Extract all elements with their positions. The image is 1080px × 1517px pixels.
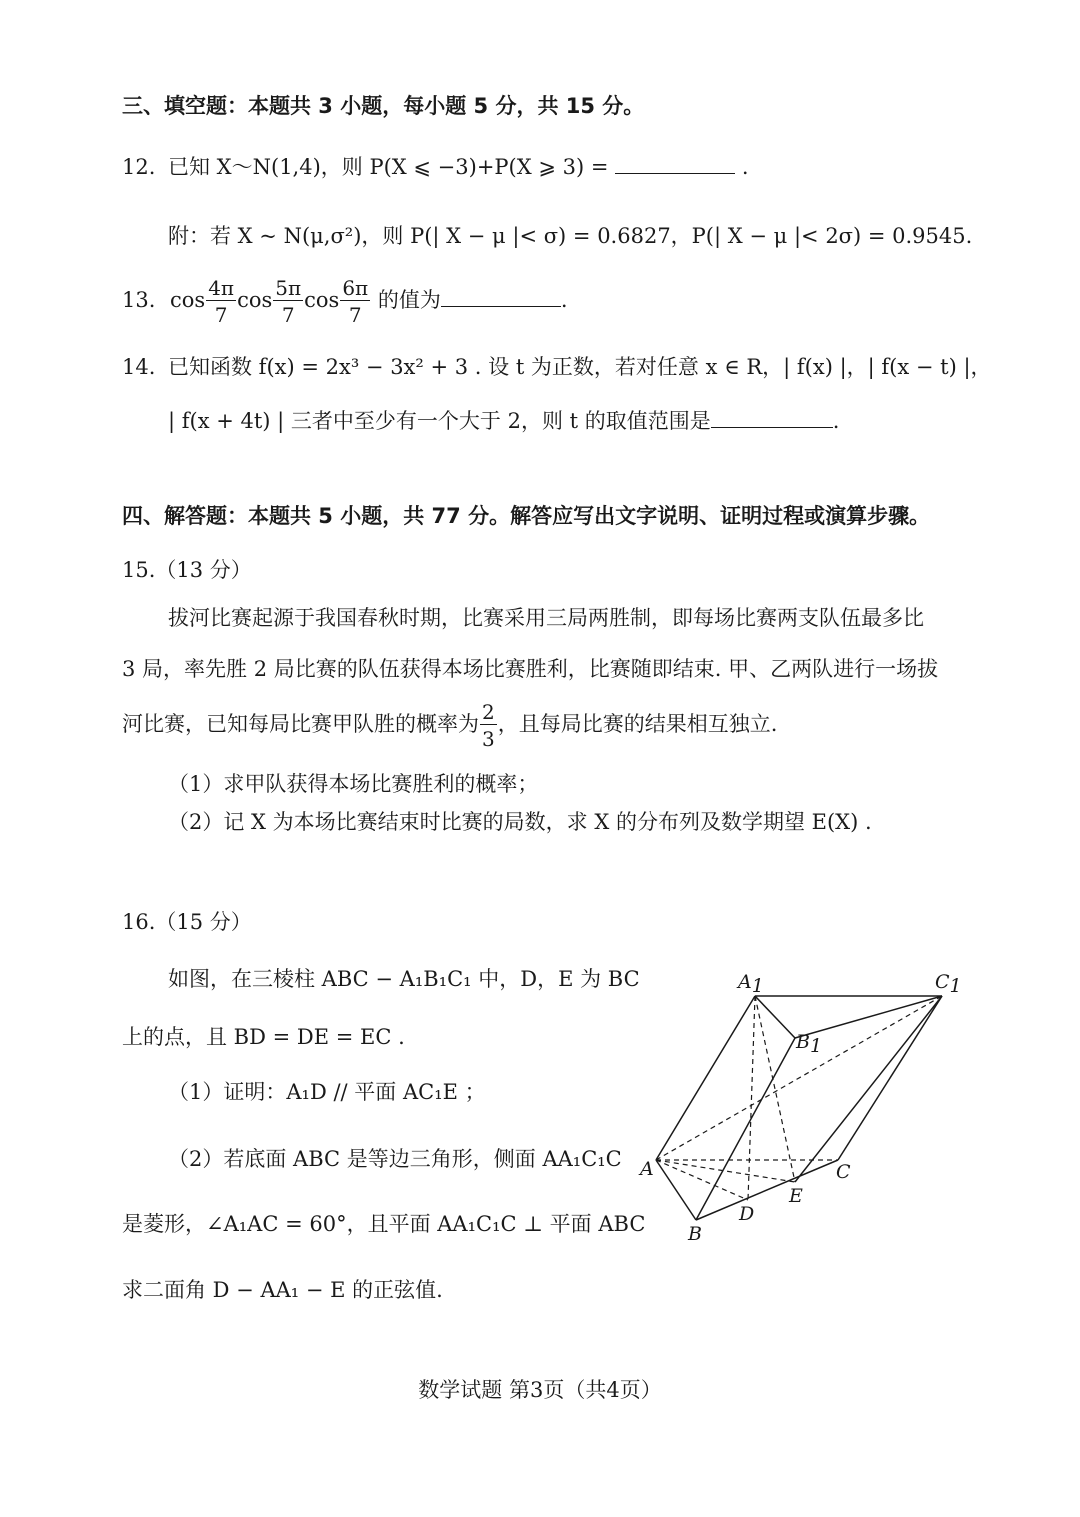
- q12-note: 附：若 X ~ N(μ,σ²)，则 P(| X − μ |< σ) = 0.6827，P(| X − μ |< 2σ) = 0.9545.: [168, 224, 973, 248]
- q13-fraction-3-num: 6π: [342, 276, 369, 300]
- label-b: B: [688, 1223, 702, 1245]
- page-footer: 数学试题 第3页（共4页）: [418, 1378, 662, 1402]
- q12-number: 12.: [122, 155, 156, 179]
- q15-paragraph-3-before: 河比赛，已知每局比赛甲队胜的概率为: [122, 712, 479, 736]
- q13-fraction-2: [273, 278, 303, 325]
- q16-subquestion-2-ask: 求二面角 D − AA₁ − E 的正弦值.: [122, 1278, 443, 1302]
- label-c: C: [836, 1161, 851, 1183]
- q16-subquestion-2: （2）若底面 ABC 是等边三角形，侧面 AA₁C₁C: [168, 1147, 622, 1171]
- q16-subquestion-2-cont: 是菱形，∠A₁AC = 60°，且平面 AA₁C₁C ⊥ 平面 ABC: [122, 1212, 646, 1236]
- q16-number: 16.（15 分）: [122, 910, 252, 934]
- label-b1: B1: [796, 1031, 823, 1057]
- q12-text: 已知 X～N(1,4)，则 P(X ⩽ −3)+P(X ⩾ 3) =: [168, 155, 609, 179]
- q15-fraction-num: 2: [482, 700, 495, 724]
- q13-fraction-2-num: 5π: [275, 276, 302, 300]
- q16-paragraph-2: 上的点，且 BD = DE = EC .: [122, 1025, 405, 1049]
- q12-answer-blank: [615, 167, 735, 174]
- label-d: D: [739, 1203, 755, 1225]
- q13-cos-3: cos: [304, 288, 340, 312]
- q15-paragraph-2: 3 局，率先胜 2 局比赛的队伍获得本场比赛胜利，比赛随即结束. 甲、乙两队进行一场拔: [122, 657, 939, 681]
- q13-fraction-3-den: 7: [348, 303, 362, 327]
- label-a1: A1: [738, 971, 764, 997]
- label-e: E: [789, 1185, 803, 1207]
- q13-fraction-1: [206, 278, 236, 325]
- edge-b-c: [696, 1160, 838, 1220]
- q15-number: 15.（13 分）: [122, 558, 252, 582]
- dashed-a1-e: [755, 996, 795, 1182]
- q14-line-2-wrap: [168, 407, 839, 435]
- q16-subquestion-1: （1）证明：A₁D // 平面 AC₁E ；: [168, 1080, 486, 1104]
- q15-paragraph-3-after: ，且每局比赛的结果相互独立.: [497, 712, 778, 736]
- q15-fraction-den: 3: [482, 727, 495, 751]
- q14-end: .: [832, 409, 840, 433]
- q12-end: .: [741, 155, 749, 179]
- q12-line: [168, 153, 749, 181]
- edge-e-c1: [795, 996, 942, 1182]
- section-3-heading: 三、填空题：本题共 3 小题，每小题 5 分，共 15 分。: [122, 94, 645, 118]
- dashed-a-c1: [656, 996, 942, 1160]
- q13-number: 13.: [122, 288, 156, 312]
- q13-cos-1: cos: [170, 288, 206, 312]
- dashed-a-e: [656, 1160, 795, 1182]
- q15-probability-fraction: [480, 702, 497, 749]
- dashed-a1-d: [748, 996, 755, 1200]
- q13-fraction-1-den: 7: [214, 303, 228, 327]
- q14-line-1: 已知函数 f(x) = 2x³ − 3x² + 3 . 设 t 为正数，若对任意 x ∈ R，| f(x) |，| f(x − t) |，: [168, 355, 992, 379]
- q14-line-2: | f(x + 4t) | 三者中至少有一个大于 2，则 t 的取值范围是: [168, 409, 711, 433]
- section-4-heading: 四、解答题：本题共 5 小题，共 77 分。解答应写出文字说明、证明过程或演算步骤。: [122, 504, 931, 528]
- q13-suffix: 的值为: [377, 288, 441, 312]
- q13-fraction-3: [340, 278, 370, 325]
- q15-paragraph-1: 拔河比赛起源于我国春秋时期，比赛采用三局两胜制，即每场比赛两支队伍最多比: [168, 606, 924, 630]
- q13-cos-2: cos: [237, 288, 273, 312]
- q14-number: 14.: [122, 355, 156, 379]
- q13-expression: [170, 270, 568, 330]
- prism-figure: [630, 960, 960, 1250]
- q13-fraction-2-den: 7: [281, 303, 295, 327]
- edge-a1-a: [656, 996, 755, 1160]
- q15-subquestion-2: （2）记 X 为本场比赛结束时比赛的局数，求 X 的分布列及数学期望 E(X) .: [168, 810, 872, 834]
- q16-paragraph-1: 如图，在三棱柱 ABC − A₁B₁C₁ 中，D，E 为 BC: [168, 967, 640, 991]
- label-a: A: [640, 1158, 654, 1180]
- q14-answer-blank: [711, 421, 833, 428]
- edge-a1-b1: [755, 996, 795, 1038]
- q15-paragraph-3: [122, 693, 777, 755]
- label-c1: C1: [935, 971, 962, 997]
- q13-answer-blank: [441, 300, 561, 307]
- q13-fraction-1-num: 4π: [208, 276, 235, 300]
- q15-subquestion-1: （1）求甲队获得本场比赛胜利的概率；: [168, 772, 539, 796]
- q13-end: .: [560, 288, 568, 312]
